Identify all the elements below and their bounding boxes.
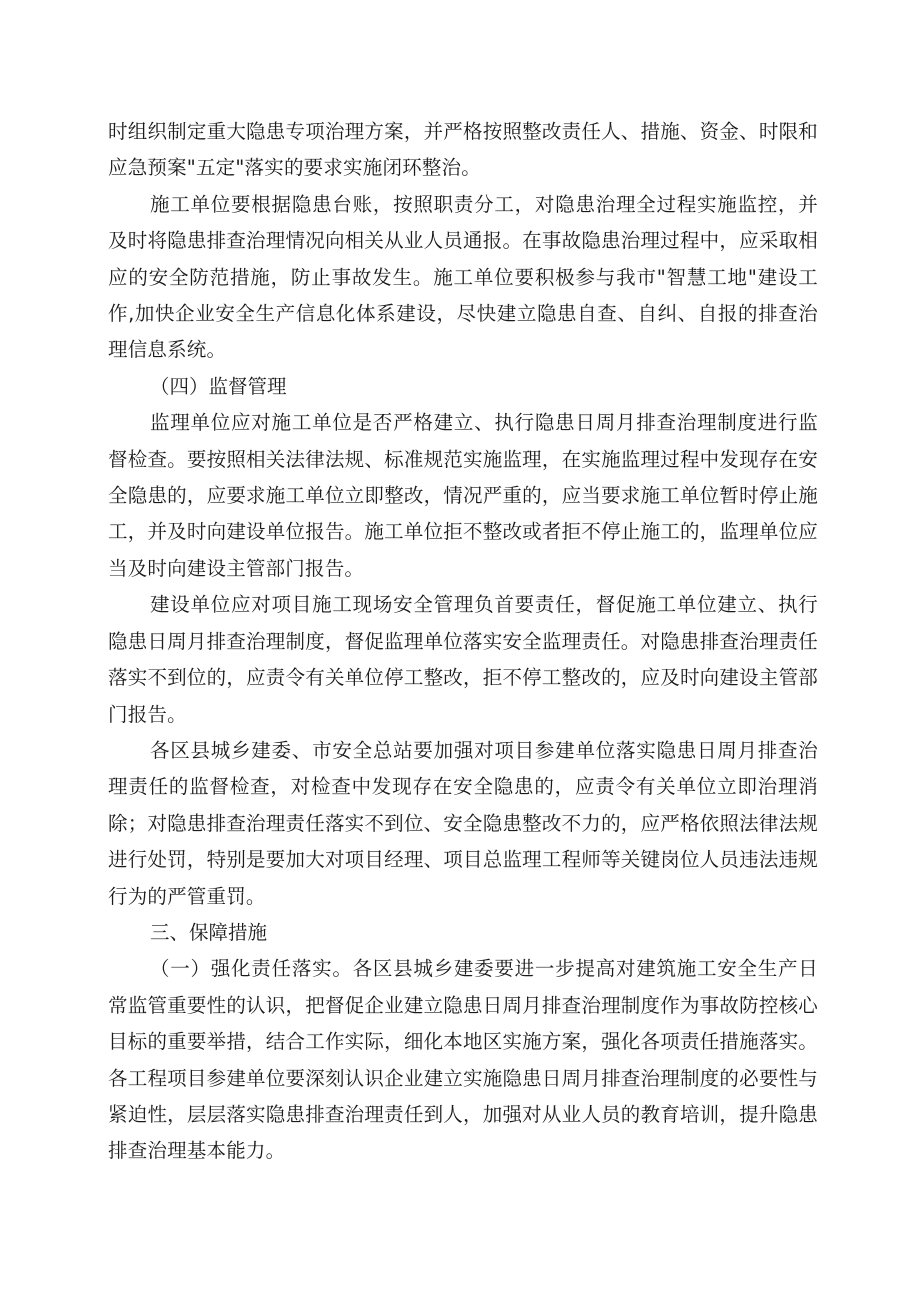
paragraph-supervision-unit: 监理单位应对施工单位是否严格建立、执行隐患日周月排查治理制度进行监督检查。要按照相关法律法规、标准规范实施监理，在实施监理过程中发现存在安全隐患的，应要求施工单位立即整改，情况严重的，应当要求施工单位暂时停止施工，并及时向建设单位报告。施工单位拒不整改或者拒不停止施工的，监理单位应当及时向建设主管部门报告。	[108, 411, 818, 580]
paragraph-construction-unit: 施工单位要根据隐患台账，按照职责分工，对隐患治理全过程实施监控，并及时将隐患排查治理情况向相关从业人员通报。在事故隐患治理过程中，应采取相应的安全防范措施，防止事故发生。施工单位要积极参与我市"智慧工地"建设工作,加快企业安全生产信息化体系建设，尽快建立隐患自查、自纠、自报的排查治理信息系统。	[108, 192, 818, 362]
document-body	[108, 114, 818, 1170]
section-heading-measures: 三、保障措施	[150, 920, 268, 944]
paragraph-responsibility: （一）强化责任落实。各区县城乡建委要进一步提高对建筑施工安全生产日常监管重要性的认识，把督促企业建立隐患日周月排查治理制度作为事故防控核心目标的重要举措，结合工作实际，细化本地区实施方案，强化各项责任措施落实。各工程项目参建单位要深刻认识企业建立实施隐患日周月排查治理制度的必要性与紧迫性，层层落实隐患排查治理责任到人，加强对从业人员的教育培训，提升隐患排查治理基本能力。	[108, 957, 818, 1163]
paragraph-district-committee: 各区县城乡建委、市安全总站要加强对项目参建单位落实隐患日周月排查治理责任的监督检查，对检查中发现存在安全隐患的，应责令有关单位立即治理消除；对隐患排查治理责任落实不到位、安全隐患整改不力的，应严格依照法律法规进行处罚，特别是要加大对项目经理、项目总监理工程师等关键岗位人员违法违规行为的严管重罚。	[108, 738, 818, 908]
paragraph-owner-unit: 建设单位应对项目施工现场安全管理负首要责任，督促施工单位建立、执行隐患日周月排查治理制度，督促监理单位落实安全监理责任。对隐患排查治理责任落实不到位的，应责令有关单位停工整改，拒不停工整改的，应及时向建设主管部门报告。	[108, 593, 818, 726]
paragraph-continuation: 时组织制定重大隐患专项治理方案，并严格按照整改责任人、措施、资金、时限和应急预案"五定"落实的要求实施闭环整治。	[108, 120, 818, 180]
section-heading-supervision: （四）监督管理	[150, 374, 287, 398]
